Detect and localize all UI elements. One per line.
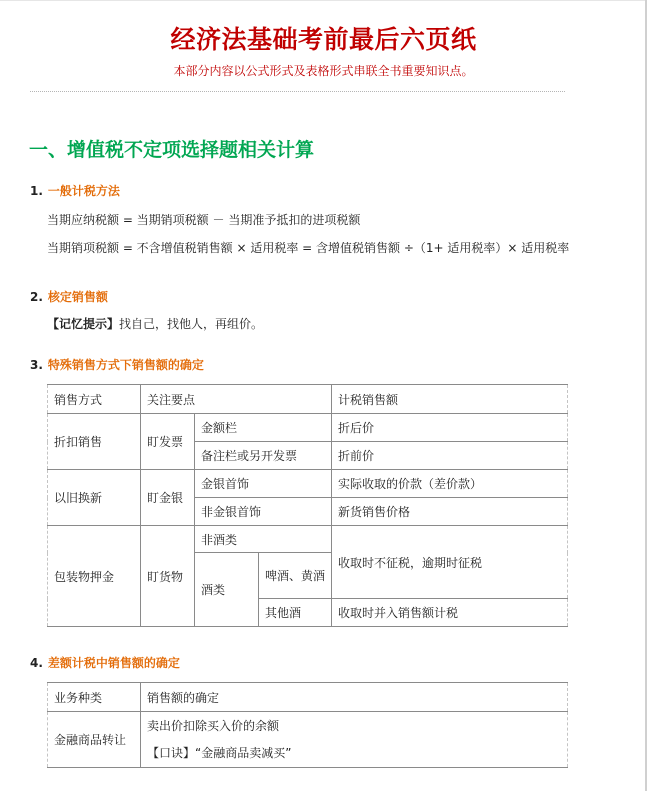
sales-determination-cell	[141, 712, 568, 768]
amount-deposit-rule: 收取时不征税，逾期时征税	[332, 526, 568, 599]
subsection-3-heading	[30, 356, 204, 373]
amount-actual-price: 实际收取的价款（差价款）	[332, 470, 568, 498]
method-discount: 折扣销售	[48, 414, 141, 470]
determination-rule: 卖出价扣除买入价的余额	[147, 718, 280, 733]
document-subtitle: 本部分内容以公式形式及表格形式串联全书重要知识点。	[173, 64, 474, 78]
subsection-number: 1.	[30, 184, 43, 198]
subsection-2-heading	[30, 288, 108, 305]
difference-tax-table	[47, 682, 568, 768]
subsection-number: 3.	[30, 358, 43, 372]
page-top-border	[0, 0, 647, 1]
point-alcohol: 酒类	[195, 553, 259, 627]
memory-tip-label: 【记忆提示】	[47, 317, 120, 331]
table-header-row	[48, 683, 568, 712]
table-row	[48, 526, 568, 553]
amount-other-alcohol: 收取时并入销售额计税	[332, 599, 568, 627]
determination-mnemonic: 【口诀】“金融商品卖减买”	[147, 745, 292, 760]
subsection-title: 差额计税中销售额的确定	[47, 656, 180, 670]
subsection-number: 4.	[30, 656, 43, 670]
amount-after-discount: 折后价	[332, 414, 568, 442]
table-row	[48, 712, 568, 768]
table-row	[48, 414, 568, 442]
header-sales-method: 销售方式	[48, 385, 141, 414]
type-financial-transfer: 金融商品转让	[48, 712, 141, 768]
section-heading: 一、增值税不定项选择题相关计算	[29, 140, 315, 161]
subsection-1-heading	[30, 182, 120, 199]
point-amount-column: 金额栏	[195, 414, 332, 442]
focus-goods: 盯货物	[141, 526, 195, 627]
point-gold-jewelry: 金银首饰	[195, 470, 332, 498]
subsection-4-heading	[30, 654, 180, 671]
table-row	[48, 470, 568, 498]
point-non-gold-jewelry: 非金银首饰	[195, 498, 332, 526]
special-sales-table	[47, 384, 568, 627]
formula-tax-payable: 当期应纳税额 = 当期销项税额 － 当期准予抵扣的进项税额	[47, 213, 361, 227]
point-non-alcohol: 非酒类	[195, 526, 332, 553]
memory-tip-text: 找自己，找他人，再组价。	[119, 317, 264, 331]
header-focus: 关注要点	[141, 385, 332, 414]
table-header-row	[48, 385, 568, 414]
formula-output-tax: 当期销项税额 = 不含增值税销售额 × 适用税率 = 含增值税销售额 ÷（1+ 适用税率）× 适用税率	[47, 241, 570, 255]
memory-tip	[47, 315, 263, 332]
point-beer-yellow-wine: 啤酒、黄酒	[259, 553, 332, 599]
point-remarks-column: 备注栏或另开发票	[195, 442, 332, 470]
point-other-alcohol: 其他酒	[259, 599, 332, 627]
dotted-divider	[30, 91, 565, 92]
header-business-type: 业务种类	[48, 683, 141, 712]
method-trade-in: 以旧换新	[48, 470, 141, 526]
method-packaging-deposit: 包装物押金	[48, 526, 141, 627]
subsection-title: 特殊销售方式下销售额的确定	[47, 358, 204, 372]
amount-new-goods-price: 新货销售价格	[332, 498, 568, 526]
focus-gold-silver: 盯金银	[141, 470, 195, 526]
subsection-title: 核定销售额	[47, 290, 108, 304]
subsection-number: 2.	[30, 290, 43, 304]
header-taxable-amount: 计税销售额	[332, 385, 568, 414]
focus-invoice: 盯发票	[141, 414, 195, 470]
amount-before-discount: 折前价	[332, 442, 568, 470]
subsection-title: 一般计税方法	[47, 184, 120, 198]
header-sales-determination: 销售额的确定	[141, 683, 568, 712]
document-title: 经济法基础考前最后六页纸	[170, 26, 477, 54]
